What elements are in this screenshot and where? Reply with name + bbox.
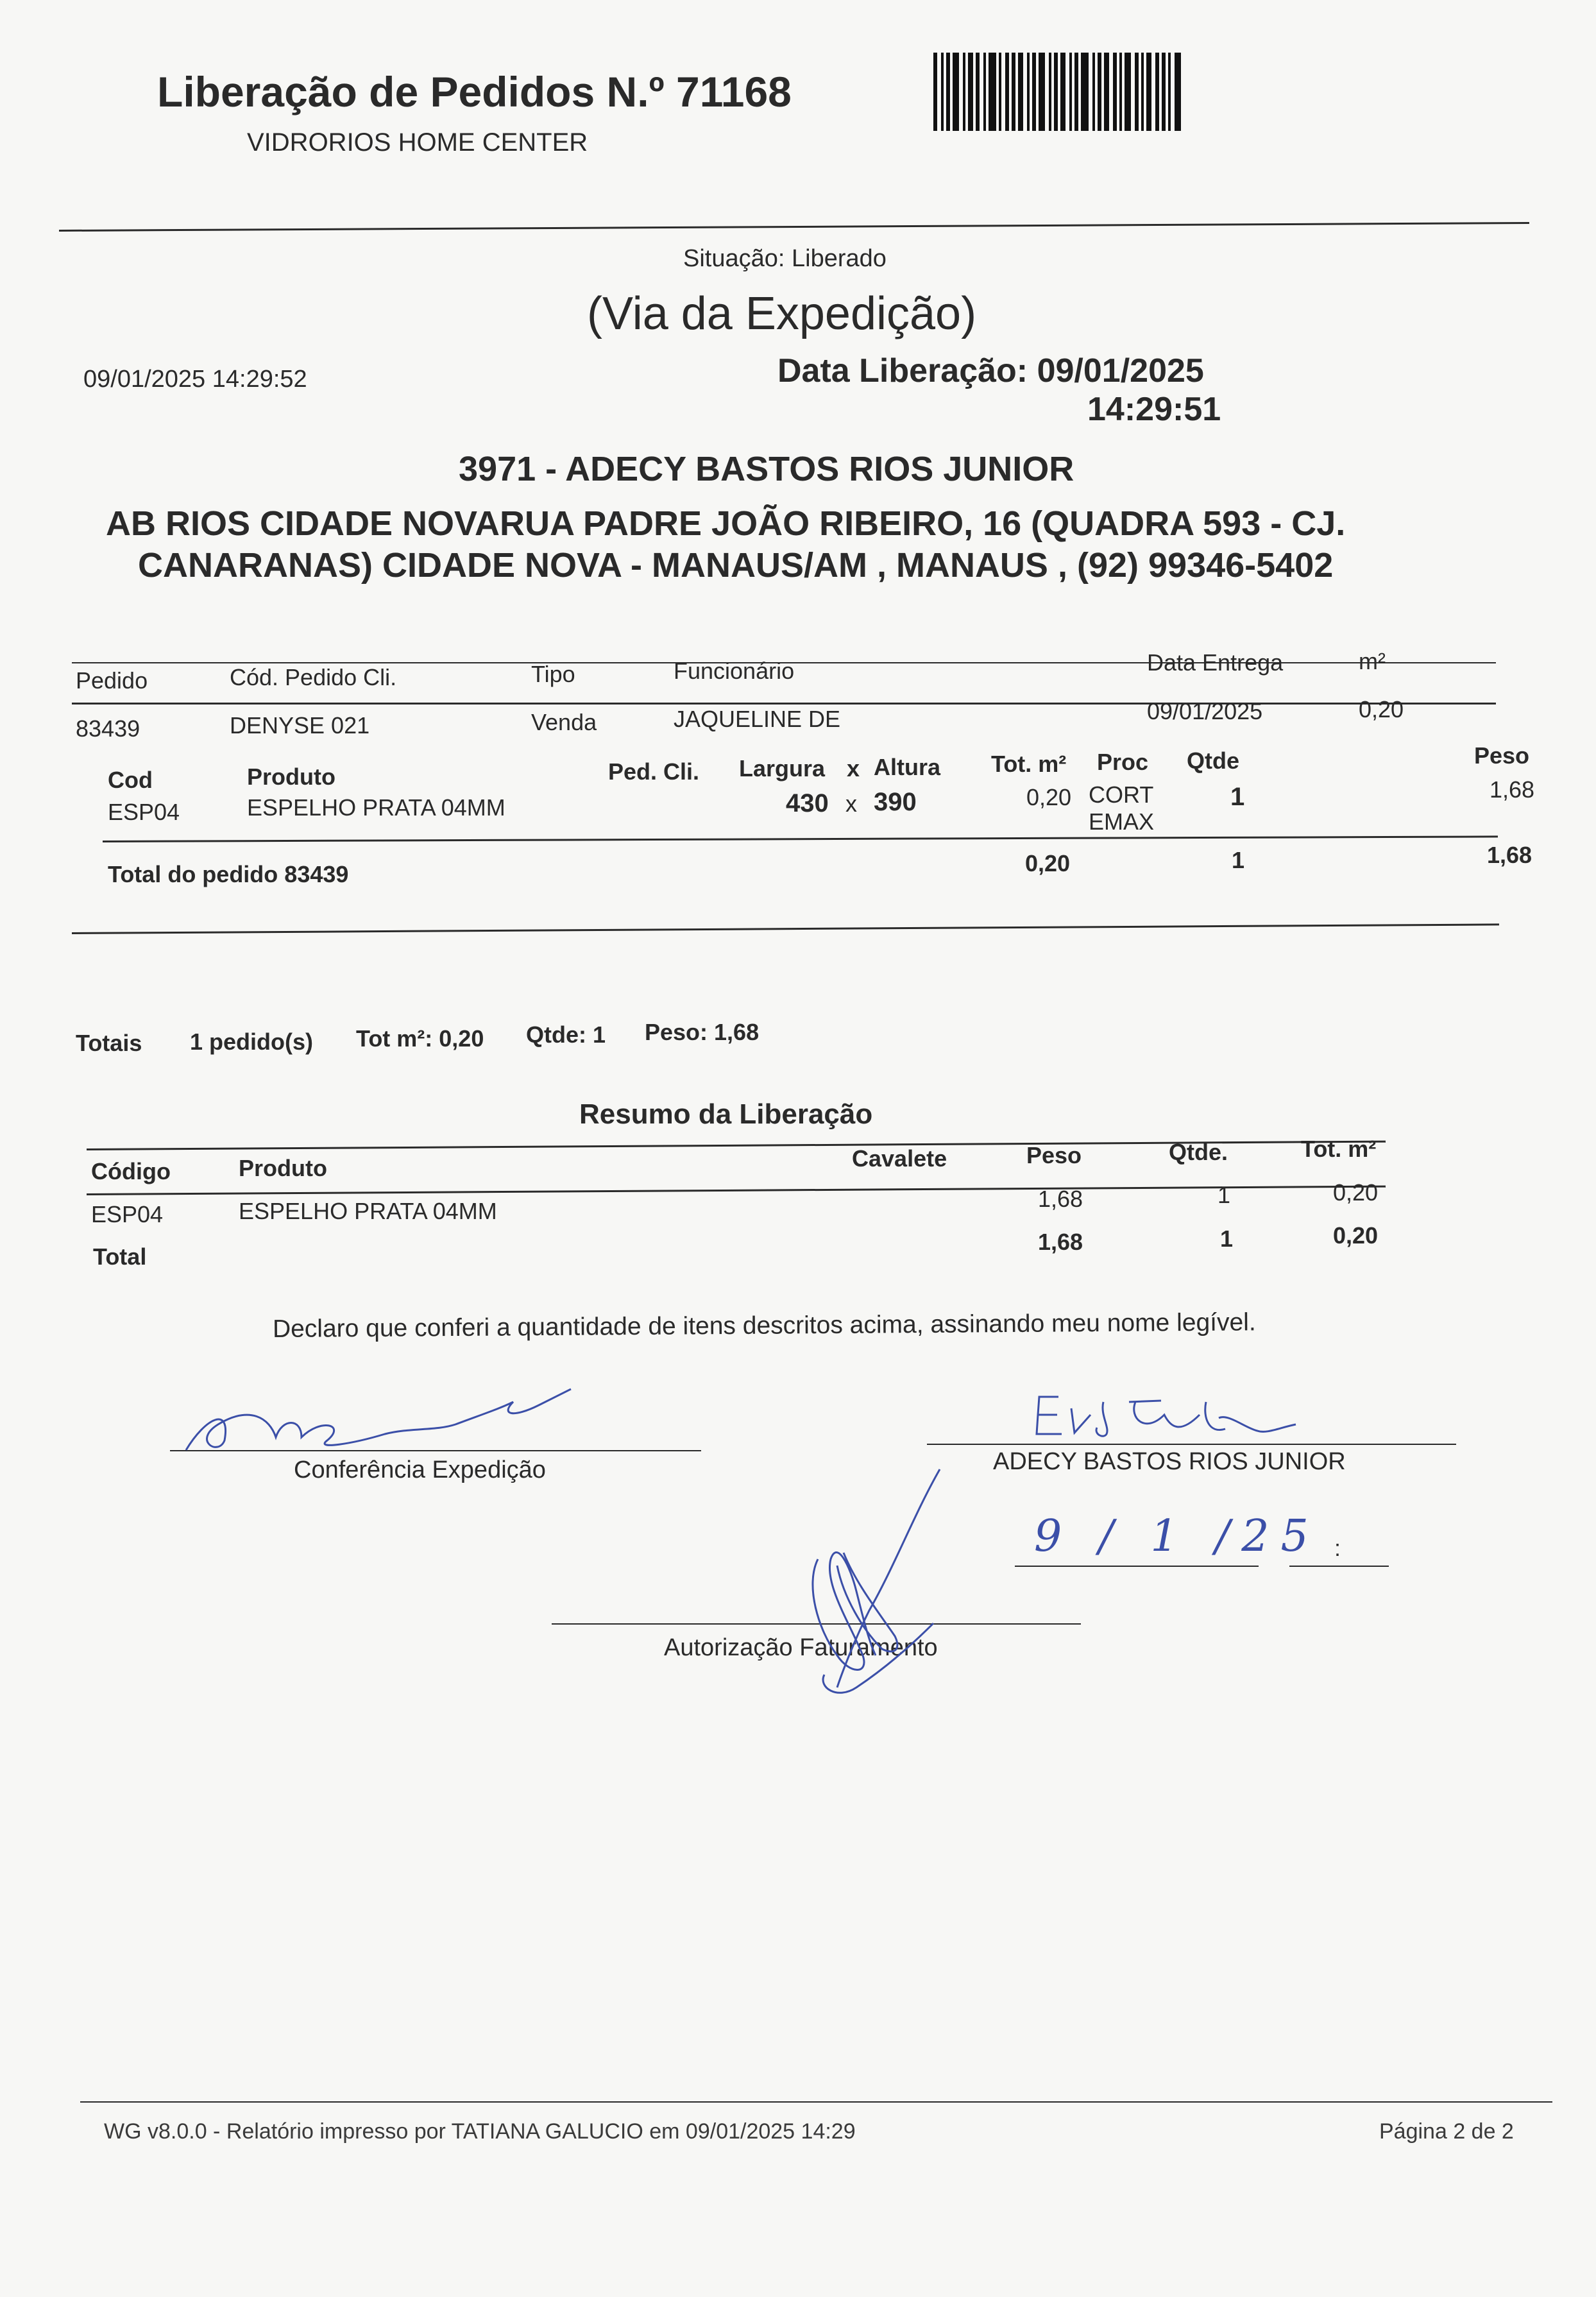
order-total-weight: 1,68	[1487, 842, 1532, 868]
resumo-total-qty: 1	[1220, 1225, 1234, 1252]
item-tot-m2-header: Tot. m²	[991, 751, 1067, 777]
totais-qtde: Qtde: 1	[526, 1021, 606, 1048]
barcode-bar	[941, 53, 944, 131]
handwritten-date: 9 / 1 /25	[1034, 1511, 1320, 1562]
item-x-header: x	[847, 755, 860, 781]
barcode-bar	[1069, 53, 1072, 131]
client-signature-line	[927, 1444, 1456, 1445]
declaration-text: Declaro que conferi a quantidade de itens descritos acima, assinando meu nome legível.	[272, 1308, 1256, 1343]
resumo-cavalete-header: Cavalete	[852, 1145, 947, 1172]
order-m2: 0,20	[1359, 696, 1404, 722]
barcode-bar	[1162, 53, 1166, 131]
order-total-rule	[103, 835, 1498, 842]
item-ped-cli-header: Ped. Cli.	[608, 758, 700, 785]
barcode-bar	[1155, 53, 1159, 131]
resumo-row-qty: 1	[1218, 1182, 1231, 1208]
barcode-bar	[1135, 53, 1139, 131]
item-x: x	[845, 790, 857, 817]
barcode-bar	[1027, 53, 1030, 131]
item-weight: 1,68	[1490, 776, 1535, 803]
barcode-bar	[1119, 53, 1122, 131]
conferencia-label: Conferência Expedição	[294, 1456, 546, 1483]
client-signature-name: ADECY BASTOS RIOS JUNIOR	[993, 1448, 1346, 1475]
item-peso-header: Peso	[1474, 742, 1530, 769]
order-total-m2: 0,20	[1025, 850, 1071, 876]
barcode-bar	[946, 53, 950, 131]
client-address-line1: AB RIOS CIDADE NOVARUA PADRE JOÃO RIBEIRO, 16 (QUADRA 593 - CJ.	[106, 504, 1346, 543]
resumo-total-weight: 1,68	[1038, 1229, 1083, 1255]
order-total-qty: 1	[1232, 847, 1245, 873]
barcode-bar	[1005, 53, 1009, 131]
barcode-bar	[1060, 53, 1065, 131]
col-m2-header: m²	[1359, 648, 1386, 674]
col-data-entrega-header: Data Entrega	[1147, 649, 1284, 676]
item-total-m2: 0,20	[1026, 784, 1072, 810]
order-type: Venda	[531, 709, 597, 735]
barcode-bar	[1098, 53, 1101, 131]
barcode-bar	[933, 53, 937, 131]
resumo-total-label: Total	[93, 1243, 147, 1270]
barcode-bar	[968, 53, 973, 131]
conferencia-signature	[180, 1379, 577, 1463]
header-divider	[59, 222, 1529, 232]
resumo-tot-m2-header: Tot. m²	[1301, 1136, 1377, 1162]
print-datetime: 09/01/2025 14:29:52	[83, 366, 307, 393]
time-separator: :	[1334, 1535, 1341, 1561]
resumo-row-weight: 1,68	[1038, 1186, 1083, 1212]
barcode-bar	[1092, 53, 1095, 131]
barcode-bar	[1049, 53, 1051, 131]
resumo-qtde-header: Qtde.	[1169, 1139, 1228, 1165]
client-name: 3971 - ADECY BASTOS RIOS JUNIOR	[459, 450, 1074, 488]
barcode-bar	[1081, 53, 1089, 131]
resumo-row-product: ESPELHO PRATA 04MM	[239, 1198, 497, 1224]
totais-peso: Peso: 1,68	[645, 1019, 760, 1045]
item-proc-cort: CORT	[1089, 781, 1154, 808]
barcode-bar	[976, 53, 980, 131]
footer-page-number: Página 2 de 2	[1379, 2119, 1514, 2144]
barcode-bar	[1113, 53, 1117, 131]
resumo-row-m2: 0,20	[1333, 1179, 1379, 1206]
resumo-codigo-header: Código	[91, 1158, 171, 1184]
item-proc-emax: EMAX	[1089, 808, 1155, 835]
item-qtde-header: Qtde	[1187, 747, 1240, 774]
totais-pedidos: 1 pedido(s)	[190, 1029, 314, 1055]
client-signature	[1033, 1389, 1302, 1440]
copy-type: (Via da Expedição)	[587, 288, 977, 339]
item-cod-header: Cod	[108, 767, 153, 793]
resumo-produto-header: Produto	[239, 1155, 327, 1181]
col-pedido-header: Pedido	[76, 667, 148, 694]
item-height: 390	[874, 788, 917, 816]
barcode-bar	[989, 53, 996, 131]
barcode-bar	[1168, 53, 1171, 131]
col-funcionario-header: Funcionário	[674, 658, 795, 684]
barcode-bar	[1012, 53, 1015, 131]
barcode-bar	[1039, 53, 1045, 131]
order-employee: JAQUELINE DE	[674, 706, 841, 732]
col-cod-pedido-cli-header: Cód. Pedido Cli.	[230, 664, 397, 690]
order-delivery-date: 09/01/2025	[1147, 698, 1263, 724]
footer-report-info: WG v8.0.0 - Relatório impresso por TATIANA GALUCIO em 09/01/2025 14:29	[104, 2119, 856, 2144]
autorizacao-label: Autorização Faturamento	[664, 1634, 938, 1661]
barcode-bar	[1141, 53, 1144, 131]
order-table-bottom-rule	[72, 923, 1499, 934]
time-underline	[1289, 1566, 1389, 1567]
date-underline	[1015, 1566, 1259, 1567]
client-address-line2: CANARANAS) CIDADE NOVA - MANAUS/AM , MANAUS , (92) 99346-5402	[138, 546, 1334, 585]
barcode-bar	[1146, 53, 1151, 131]
autorizacao-signature	[799, 1463, 953, 1700]
item-proc-header: Proc	[1097, 749, 1149, 775]
item-produto-header: Produto	[247, 764, 335, 790]
resumo-title: Resumo da Liberação	[579, 1098, 873, 1130]
item-width: 430	[786, 789, 829, 817]
col-tipo-header: Tipo	[531, 661, 575, 687]
barcode-bar	[963, 53, 965, 131]
barcode-bar	[1018, 53, 1023, 131]
footer-rule	[80, 2101, 1552, 2103]
item-quantity: 1	[1230, 783, 1245, 811]
totais-label: Totais	[76, 1030, 142, 1056]
barcode-bar	[1032, 53, 1036, 131]
barcode-bar	[1104, 53, 1109, 131]
barcode	[933, 53, 1190, 131]
resumo-row-code: ESP04	[91, 1201, 164, 1227]
item-largura-header: Largura	[739, 755, 826, 781]
order-number: 83439	[76, 715, 140, 742]
release-date: Data Liberação: 09/01/2025	[777, 352, 1204, 389]
status-text: Situação: Liberado	[683, 245, 887, 272]
company-name: VIDRORIOS HOME CENTER	[247, 128, 588, 157]
barcode-bar	[983, 53, 986, 131]
resumo-total-m2: 0,20	[1333, 1222, 1379, 1249]
item-product: ESPELHO PRATA 04MM	[247, 794, 505, 821]
barcode-bar	[1175, 53, 1181, 131]
resumo-peso-header: Peso	[1026, 1142, 1082, 1168]
barcode-bar	[999, 53, 1001, 131]
totais-m2: Tot m²: 0,20	[356, 1025, 484, 1052]
item-code: ESP04	[108, 799, 180, 825]
barcode-bar	[1074, 53, 1078, 131]
item-altura-header: Altura	[874, 754, 941, 780]
barcode-bar	[1054, 53, 1058, 131]
barcode-bar	[1125, 53, 1131, 131]
barcode-bar	[953, 53, 959, 131]
document-title: Liberação de Pedidos N.º 71168	[157, 68, 792, 115]
release-time: 14:29:51	[1087, 391, 1221, 428]
resumo-header-rule	[87, 1186, 1386, 1195]
order-total-label: Total do pedido 83439	[108, 861, 349, 887]
order-client-code: DENYSE 021	[230, 712, 370, 739]
order-header-rule	[72, 703, 1496, 704]
